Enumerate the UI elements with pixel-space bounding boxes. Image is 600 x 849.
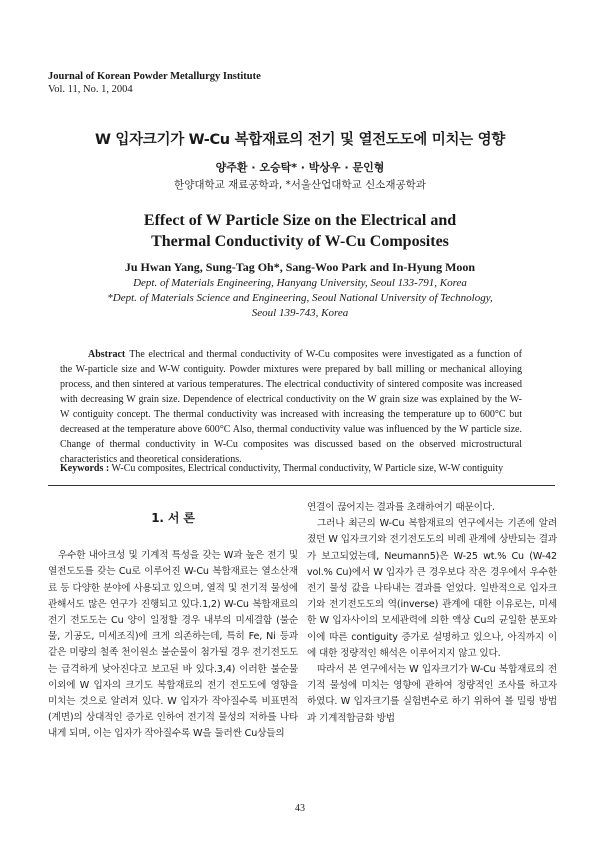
page-number: 43 [295,803,305,814]
english-title [0,210,600,252]
abstract-label: Abstract [88,349,126,360]
korean-title: W 입자크기가 W-Cu 복합재료의 전기 및 열전도도에 미치는 영향 [94,132,506,148]
english-title-line1: Effect of W Particle Size on the Electrical and [143,212,457,229]
divider [48,485,555,486]
keywords-label: Keywords : [60,463,110,474]
english-affil-line2: *Dept. of Materials Science and Engineering, Seoul National University of Technology, [107,292,493,304]
keywords [60,463,540,474]
body-right-column [307,500,557,727]
abstract-text: The electrical and thermal conductivity of W-Cu composites were investigated as a function of the W-particle size and W-W contiguity. Powder mixtures were prepared by ball milling or mechanical alloying process, and then sintered at various temperatures. The electrical conductivity of sintered composite was increased with decreasing W grain size. Dependence of electrical conductivity on the W grain size was explained by the W-W contiguity concept. The thermal conductivity was increased with increasing the temperature up to 600°C but decreased at the temperature above 600°C Also, thermal conductivity value was influenced by the W particle size. Change of thermal conductivity in W-Cu composites was discussed based on the observed microstructural characteristics and theoretical considerations. [60,349,522,465]
keywords-text: W-Cu composites, Electrical conductivity, Thermal conductivity, W Particle size, W-W contiguity [111,463,504,474]
abstract [60,347,522,467]
body-paragraph: 그러나 최근의 W-Cu 복합재료의 연구에서는 기존에 알려졌던 W 입자크기와 전기전도도의 비례 관계에 상반되는 결과가 보고되었는데, Neumann5)은 W-25 wt.% Cu (W-42 vol.% Cu)에서 W 입자가 큰 경우보다 작은 경우에서 우수한 전기 물성 값을 나타내는 결과를 얻었다. 일반적으로 입자크기와 전기전도도의 역(inverse) 관계에 대한 이유로는, 미세한 W 입자사이의 모세관력에 의한 액상 Cu의 균일한 분포와 이에 따른 contiguity 증가로 설명하고 있으나, 아직까지 이에 대한 정량적인 해석은 이루어지지 않고 있다. [307,518,557,659]
journal-header [48,70,261,96]
english-affil-line1: Dept. of Materials Engineering, Hanyang University, Seoul 133-791, Korea [133,277,467,289]
journal-name: Journal of Korean Powder Metallurgy Institute [48,71,261,82]
english-authors: Ju Hwan Yang, Sung-Tag Oh*, Sang-Woo Park and In-Hyung Moon [124,260,476,274]
english-affil-line3: Seoul 139-743, Korea [251,307,349,319]
english-affiliation [0,276,600,321]
body-paragraph: 따라서 본 연구에서는 W 입자크기가 W-Cu 복합재료의 전기적 물성에 미치는 영향에 관하여 정량적인 조사를 하고자 하였다. W 입자크기를 실험변수로 하기 위하여 볼 밀링 방법과 기계적합금화 방법 [307,664,557,724]
body-paragraph: 우수한 내아크성 및 기계적 특성을 갖는 W과 높은 전기 및 열전도도를 갖는 Cu로 이루어진 W-Cu 복합재료는 열소산재료 등 다양한 분야에 사용되고 있으며, 열적 및 전기적 물성에 관해서도 많은 연구가 진행되고 있다.1,2) W-Cu 복합재료의 전기 전도도는 Cu 양이 일정할 경우 내부의 미세결함 (불순물, 기공도, 미세조직)에 크게 의존하는데, 특히 Fe, Ni 등과 같은 미량의 철족 천이원소 불순물이 첨가될 경우 전기전도도는 급격하게 낮아진다고 보고된 바 있다.3,4) 이러한 불순물이외에 W 입자의 크기도 복합재료의 전기 전도도에 영향을 미치는 것으로 알려져 있다. W 입자가 작아질수록 비표면적(계면)의 상대적인 증가로 인하여 전기적 물성의 저하를 나타내게 되며, 이는 입자가 작아질수록 W을 둘러싼 Cu상들의 [48,550,298,740]
body-paragraph: 연결이 끊어지는 결과를 초래하여기 때문이다. [307,502,495,513]
journal-volume: Vol. 11, No. 1, 2004 [48,84,133,95]
english-title-line2: Thermal Conductivity of W-Cu Composites [151,233,449,250]
section-title-introduction: 1. 서 론 [151,511,195,525]
body-left-column [48,500,298,743]
korean-authors: 양주환 · 오승탁* · 박상우 · 문인형 [215,161,385,174]
korean-affiliation: 한양대학교 재료공학과, *서울산업대학교 신소재공학과 [174,179,426,191]
